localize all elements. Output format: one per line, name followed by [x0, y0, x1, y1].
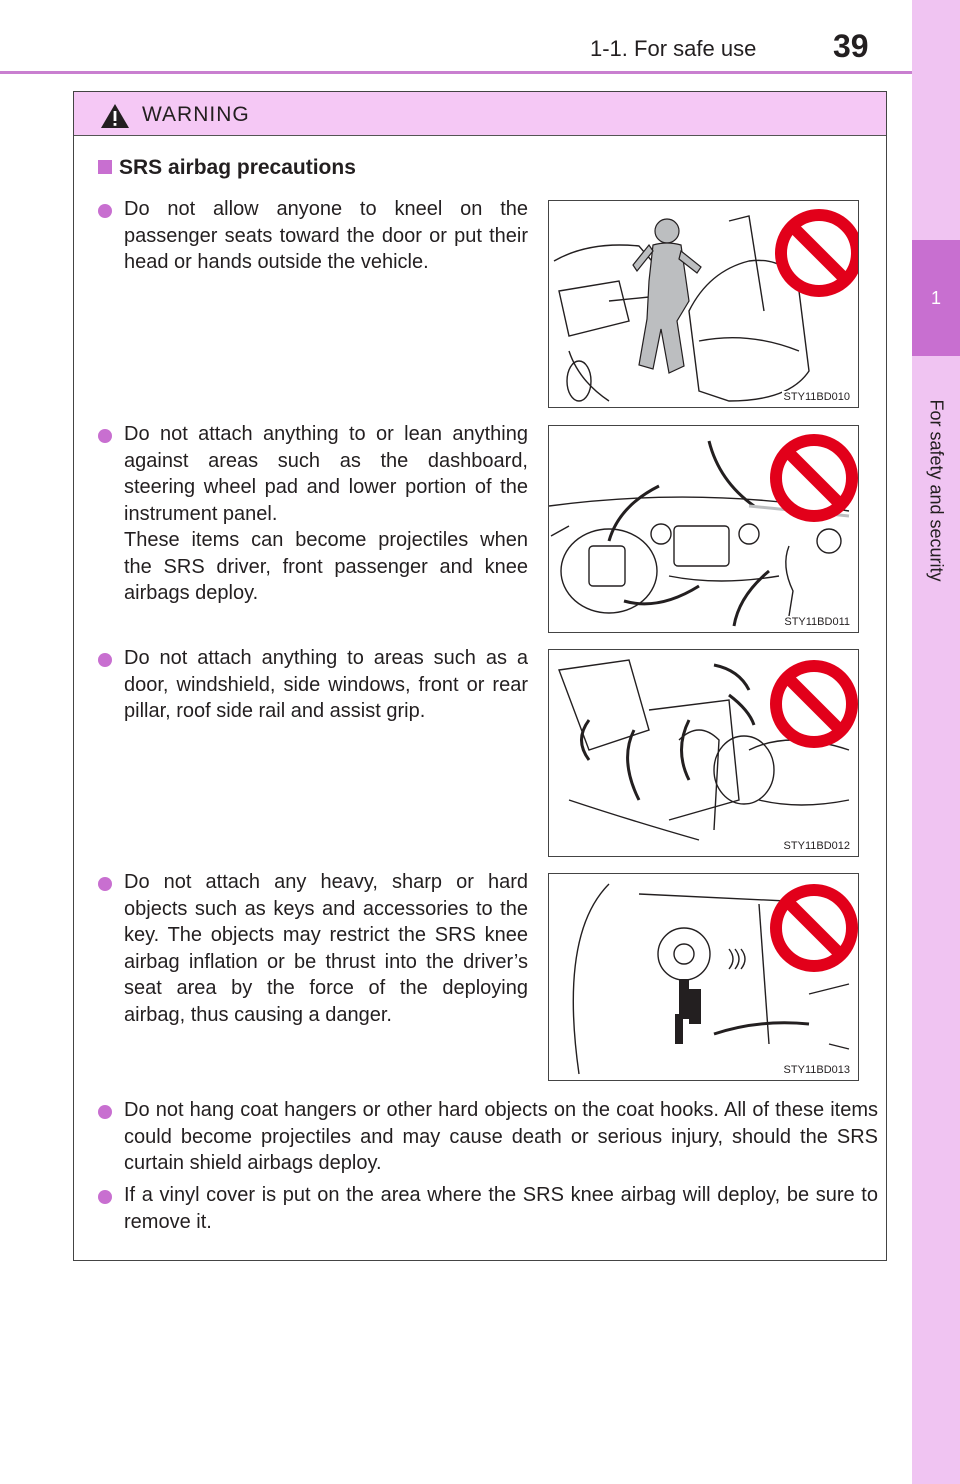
warning-item-text: If a vinyl cover is put on the area where the SRS knee airbag will deploy, be sure to remove it.	[124, 1184, 878, 1233]
warning-item-text: Do not attach anything to areas such as a door, windshield, side windows, front or rear pillar, roof side rail and assist grip.	[124, 647, 528, 722]
warning-item-text: Do not attach any heavy, sharp or hard objects such as keys and accessories to the key. The objects may restrict the SRS knee airbag inflation or be thrust into the driver’s seat area by the force of the deploying airbag, thus causing a danger.	[124, 871, 528, 1026]
warning-item	[98, 1097, 878, 1177]
figure-illustration	[549, 201, 858, 407]
warning-item	[98, 1182, 878, 1235]
figure-code: STY11BD011	[784, 616, 850, 628]
warning-item	[98, 196, 528, 276]
warning-triangle-icon	[100, 103, 130, 129]
prohibited-icon	[776, 890, 852, 966]
bullet-dot-icon	[98, 877, 112, 891]
warning-item	[98, 421, 528, 607]
figure-dashboard	[548, 425, 859, 633]
bullet-dot-icon	[98, 429, 112, 443]
figure-door-pillar	[548, 649, 859, 857]
figure-kneeling-passenger	[548, 200, 859, 408]
section-title: 1-1. For safe use	[590, 36, 757, 61]
page-number: 39	[833, 28, 869, 64]
figure-code: STY11BD013	[783, 1064, 850, 1076]
warning-item-text: Do not hang coat hangers or other hard objects on the coat hooks. All of these items could become projectiles and may cause death or serious injury, should the SRS curtain shield airbags deploy.	[124, 1099, 878, 1174]
warning-item-text: Do not allow anyone to kneel on the passenger seats toward the door or put their head or hands outside the vehicle.	[124, 198, 528, 273]
figure-ignition-keys	[548, 873, 859, 1081]
bullet-dot-icon	[98, 1190, 112, 1204]
warning-item-text: These items can become projectiles when the SRS driver, front passenger and knee airbags deploy.	[124, 529, 528, 604]
warning-item-text: Do not attach anything to or lean anything against areas such as the dashboard, steering wheel pad and lower portion of the instrument panel.	[124, 423, 528, 525]
side-tab-label	[915, 360, 957, 620]
bullet-dot-icon	[98, 653, 112, 667]
warning-item	[98, 645, 528, 725]
prohibited-icon	[776, 440, 852, 516]
figure-code: STY11BD012	[783, 840, 850, 852]
warning-header	[74, 92, 886, 136]
bullet-dot-icon	[98, 1105, 112, 1119]
figure-illustration	[549, 650, 858, 856]
figure-illustration	[549, 874, 858, 1080]
prohibited-icon	[781, 215, 857, 291]
subheading-text: SRS airbag precautions	[119, 156, 356, 179]
side-tab-chapter-number: 1	[930, 288, 941, 308]
subheading	[98, 156, 356, 180]
warning-title: WARNING	[142, 103, 250, 126]
prohibited-icon	[776, 666, 852, 742]
header-rule	[0, 71, 912, 74]
figure-illustration	[549, 426, 858, 632]
warning-item	[98, 869, 528, 1028]
bullet-dot-icon	[98, 204, 112, 218]
square-bullet-icon	[98, 160, 112, 174]
side-tab	[912, 0, 960, 1484]
figure-code: STY11BD010	[783, 391, 850, 403]
side-tab-label-text: For safety and security	[926, 398, 947, 582]
